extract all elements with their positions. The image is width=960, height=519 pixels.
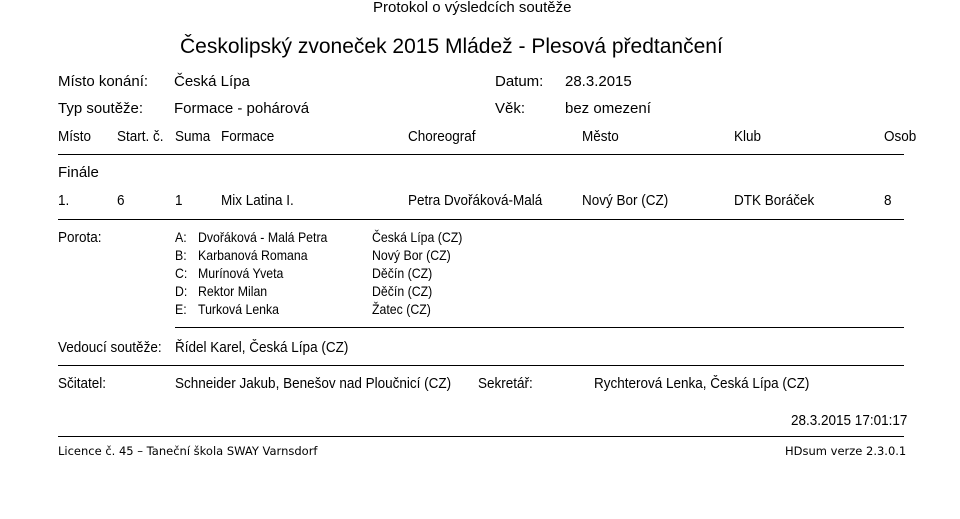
- col-persons: Osob: [884, 128, 917, 145]
- result-choreographer: Petra Dvořáková-Malá: [408, 192, 543, 209]
- leader-label: Vedoucí soutěže:: [58, 339, 162, 356]
- col-city: Město: [582, 128, 619, 145]
- judge-name: Murínová Yveta: [198, 265, 284, 281]
- col-start: Start. č.: [117, 128, 164, 145]
- judge-city: Žatec (CZ): [372, 301, 431, 317]
- judge-letter: D:: [175, 283, 188, 299]
- timestamp: 28.3.2015 17:01:17: [791, 412, 908, 429]
- footer-divider: [58, 436, 904, 437]
- result-formation: Mix Latina I.: [221, 192, 294, 209]
- results-divider: [58, 219, 904, 220]
- venue-value: Česká Lípa: [174, 73, 250, 90]
- judge-letter: E:: [175, 301, 187, 317]
- competition-type-value: Formace - pohárová: [174, 100, 310, 117]
- judge-city: Česká Lípa (CZ): [372, 229, 463, 245]
- protocol-title: Protokol o výsledcích soutěže: [373, 0, 572, 16]
- licence-text: Licence č. 45 – Taneční škola SWAY Varnsdorf: [58, 444, 318, 458]
- result-place: 1.: [58, 192, 70, 209]
- result-sum: 1: [175, 192, 183, 209]
- leader-value: Řídel Karel, Česká Lípa (CZ): [175, 339, 349, 356]
- age-value: bez omezení: [565, 100, 651, 117]
- result-start: 6: [117, 192, 125, 209]
- date-value: 28.3.2015: [565, 73, 632, 90]
- header-divider: [58, 154, 904, 155]
- judge-city: Děčín (CZ): [372, 283, 433, 299]
- age-label: Věk:: [495, 100, 526, 117]
- result-club: DTK Boráček: [734, 192, 815, 209]
- jury-label: Porota:: [58, 229, 102, 246]
- counter-label: Sčitatel:: [58, 375, 107, 392]
- col-place: Místo: [58, 128, 92, 145]
- venue-label: Místo konání:: [58, 73, 149, 90]
- judge-name: Rektor Milan: [198, 283, 268, 299]
- judge-name: Turková Lenka: [198, 301, 280, 317]
- section-title: Finále: [58, 164, 99, 181]
- judge-letter: C:: [175, 265, 188, 281]
- judge-city: Děčín (CZ): [372, 265, 433, 281]
- result-persons: 8: [884, 192, 892, 209]
- event-title: Českolipský zvoneček 2015 Mládež - Plesová předtančení: [180, 35, 723, 58]
- col-club: Klub: [734, 128, 762, 145]
- secretary-label: Sekretář:: [478, 375, 533, 392]
- judge-name: Karbanová Romana: [198, 247, 308, 263]
- col-choreographer: Choreograf: [408, 128, 476, 145]
- col-sum: Suma: [175, 128, 211, 145]
- officials-divider: [58, 365, 904, 366]
- counter-value: Schneider Jakub, Benešov nad Ploučnicí (CZ): [175, 375, 452, 392]
- col-formation: Formace: [221, 128, 275, 145]
- secretary-value: Rychterová Lenka, Česká Lípa (CZ): [594, 375, 810, 392]
- jury-divider: [175, 327, 904, 328]
- competition-type-label: Typ soutěže:: [58, 100, 144, 117]
- version-text: HDsum verze 2.3.0.1: [785, 444, 907, 458]
- judge-city: Nový Bor (CZ): [372, 247, 451, 263]
- judge-name: Dvořáková - Malá Petra: [198, 229, 328, 245]
- judge-letter: A:: [175, 229, 187, 245]
- result-city: Nový Bor (CZ): [582, 192, 669, 209]
- judge-letter: B:: [175, 247, 187, 263]
- date-label: Datum:: [495, 73, 544, 90]
